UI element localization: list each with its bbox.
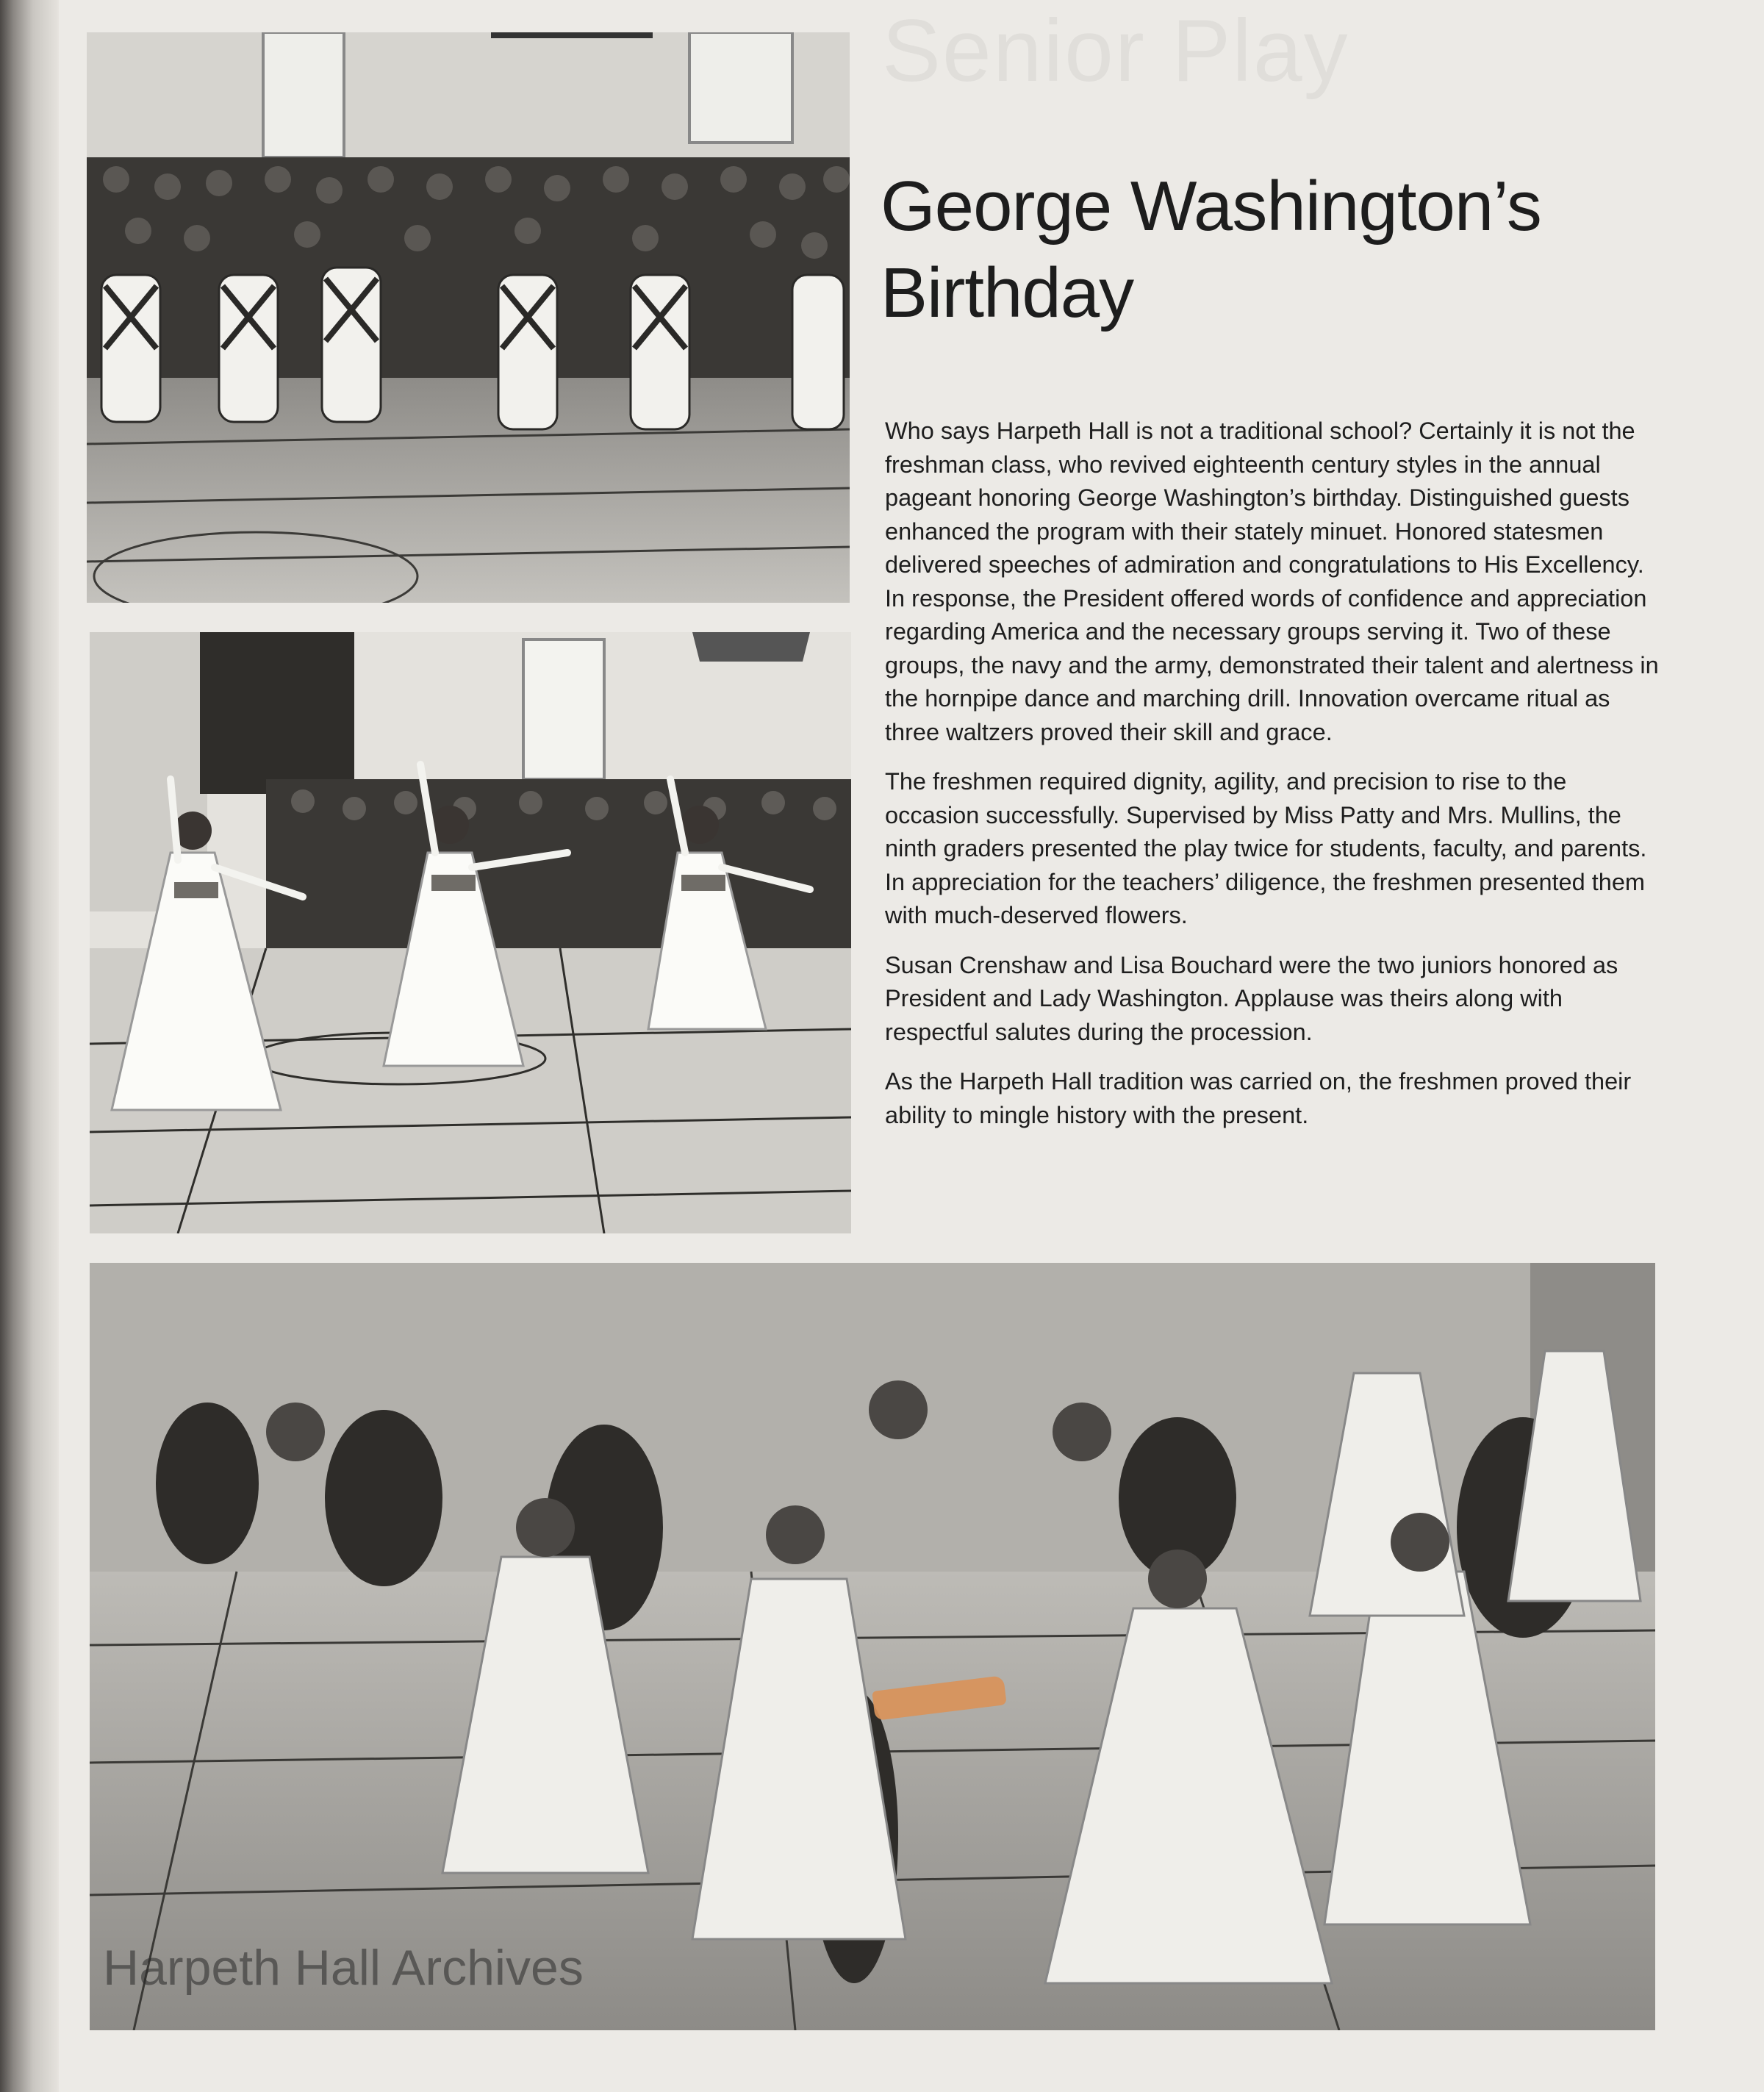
article-title: George Washington’s Birthday bbox=[881, 167, 1541, 332]
article-paragraph: Who says Harpeth Hall is not a traditional school? Certainly it is not the freshman class, who revived eighteenth century styles in the annual pageant honoring George Washington’s birthday. Distinguished guests enhanced the program with their stately minuet. Honored statesmen delivered speeches of admiration and congratulations to His Excellency. In response, the President offered words of confidence and appreciation regarding America and the necessary groups serving it. Two of these groups, the navy and the army, demonstrated their talent and alertness in the hornpipe dance and marching drill. Innovation overcame ritual as three waltzers proved their skill and grace. bbox=[885, 418, 1659, 745]
article-paragraph: As the Harpeth Hall tradition was carried on, the freshmen proved their ability to mingle history with the present. bbox=[885, 1068, 1632, 1128]
article-paragraph: The freshmen required dignity, agility, and precision to rise to the occasion successfully. Supervised by Miss Patty and Mrs. Mullins, the ninth graders presented the play twice for students, faculty, and parents. In appreciation for the teachers’ diligence, the freshmen presented them with much-deserved flowers. bbox=[885, 768, 1647, 928]
bleed-through-text: Senior Play bbox=[882, 1, 1349, 100]
article-paragraph: Susan Crenshaw and Lisa Bouchard were the two juniors honored as President and Lady Washington. Applause was theirs along with respectful salutes during the procession. bbox=[885, 951, 1618, 1045]
photo-waltzers bbox=[90, 632, 851, 1233]
page-binding-shadow bbox=[0, 0, 59, 2092]
archive-watermark: Harpeth Hall Archives bbox=[103, 1940, 584, 1996]
article-body bbox=[885, 415, 1661, 1148]
photo-minuet bbox=[90, 1263, 1655, 2030]
photo-honor-guard bbox=[87, 32, 850, 603]
